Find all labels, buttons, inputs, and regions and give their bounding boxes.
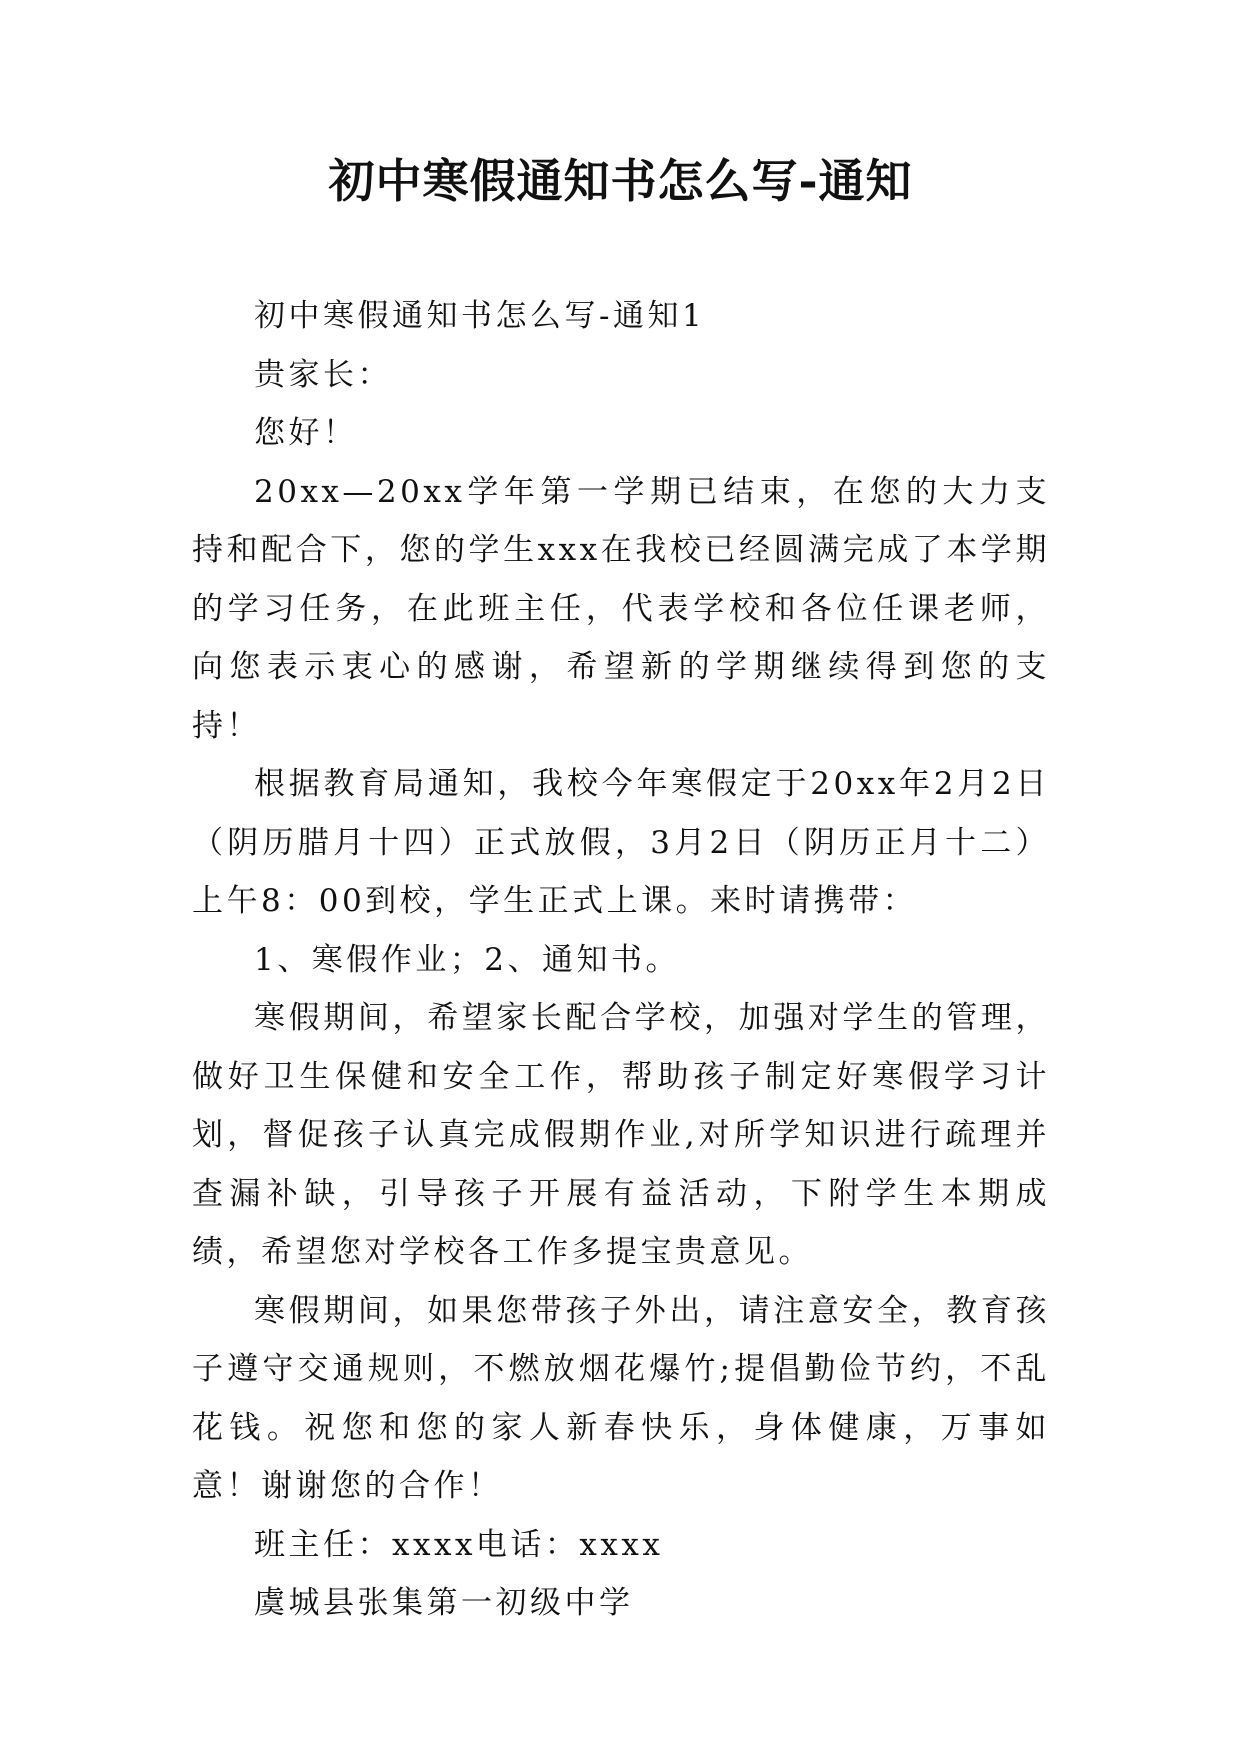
signature-teacher: 班主任：xxxx电话：xxxx	[254, 1526, 664, 1563]
paragraph-safety: 寒假期间，如果您带孩子外出，请注意安全，教育孩子遵守交通规则，不燃放烟花爆竹;提倡勤俭节约，不乱花钱。祝您和您的家人新春快乐，身体健康，万事如意！谢谢您的合作！	[192, 1292, 1050, 1504]
salutation: 贵家长：	[254, 356, 392, 393]
signature-school: 虞城县张集第一初级中学	[254, 1585, 634, 1621]
document-body	[192, 287, 1050, 1633]
document-title: 初中寒假通知书怎么写-通知	[328, 154, 913, 208]
paragraph-items: 1、寒假作业；2、通知书。	[254, 941, 680, 978]
paragraph-schedule: 根据教育局通知，我校今年寒假定于20xx年2月2日（阴历腊月十四）正式放假，3月2日（阴历正月十二）上午8：00到校，学生正式上课。来时请携带：	[192, 766, 1050, 919]
paragraph-thanks: 20xx—20xx学年第一学期已结束，在您的大力支持和配合下，您的学生xxx在我校已经圆满完成了本学期的学习任务，在此班主任，代表学校和各位任课老师，向您表示衷心的感谢，希望新的学期继续得到您的支持！	[192, 473, 1050, 744]
greeting: 您好！	[254, 415, 358, 451]
subtitle-line: 初中寒假通知书怎么写-通知1	[254, 298, 706, 334]
paragraph-management: 寒假期间，希望家长配合学校，加强对学生的管理，做好卫生保健和安全工作，帮助孩子制定好寒假学习计划，督促孩子认真完成假期作业,对所学知识进行疏理并查漏补缺，引导孩子开展有益活动，下附学生本期成绩，希望您对学校各工作多提宝贵意见。	[192, 1000, 1050, 1270]
